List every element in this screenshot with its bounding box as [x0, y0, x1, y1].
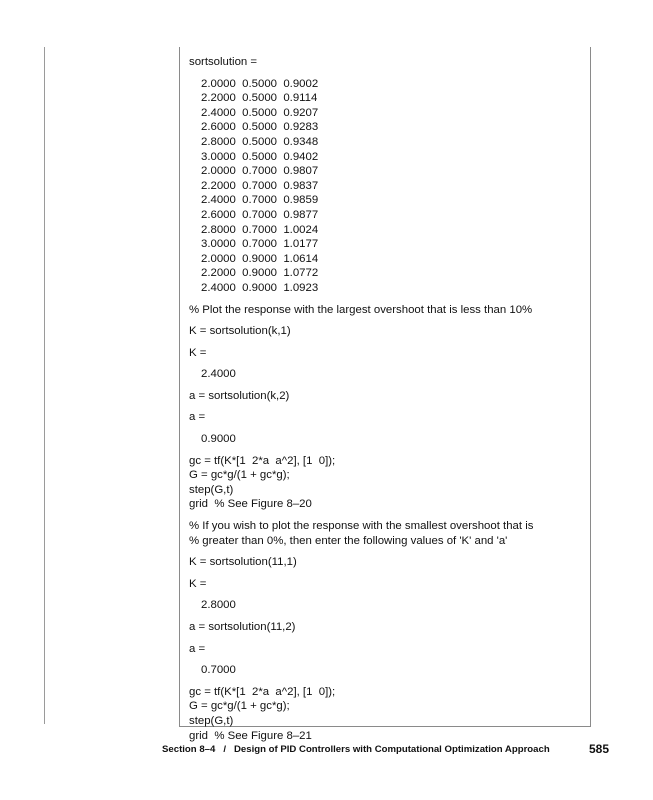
code-line: step(G,t)	[189, 714, 234, 727]
comment-line: % Plot the response with the largest overshoot that is less than 10%	[189, 303, 533, 316]
table-row: 2.0000 0.9000 1.0614	[201, 252, 319, 265]
comment-block	[189, 519, 590, 548]
a-echo-line: a =	[189, 411, 206, 424]
table-row: 2.2000 0.7000 0.9837	[201, 179, 319, 192]
code-line: gc = tf(K*[1 2*a a^2], [1 0]);	[189, 454, 336, 467]
k-echo-line: K =	[189, 577, 207, 590]
table-row: 2.2000 0.5000 0.9114	[201, 92, 318, 105]
comment-line: % greater than 0%, then enter the following values of 'K' and 'a'	[189, 534, 508, 547]
table-row: 3.0000 0.7000 1.0177	[201, 238, 319, 251]
comment-line: % If you wish to plot the response with the smallest overshoot that is	[189, 520, 534, 533]
a-echo-line: a =	[189, 642, 206, 655]
code-listing-box	[179, 47, 591, 742]
table-row: 2.0000 0.7000 0.9807	[201, 165, 319, 178]
code-block	[189, 454, 590, 512]
a-value: 0.9000	[201, 433, 236, 446]
k-assign-line: K = sortsolution(k,1)	[189, 325, 291, 338]
table-row: 2.6000 0.7000 0.9877	[201, 208, 319, 221]
page-number: 585	[589, 742, 610, 756]
sortsolution-header: sortsolution =	[189, 56, 258, 68]
code-line: G = gc*g/(1 + gc*g);	[189, 700, 290, 713]
table-row: 2.8000 0.5000 0.9348	[201, 135, 319, 148]
table-row: 2.2000 0.9000 1.0772	[201, 267, 319, 280]
k-value: 2.8000	[201, 599, 236, 612]
table-row: 3.0000 0.5000 0.9402	[201, 150, 319, 163]
a-assign-line: a = sortsolution(k,2)	[189, 389, 290, 402]
k-echo-line: K =	[189, 346, 207, 359]
code-line: G = gc*g/(1 + gc*g);	[189, 469, 290, 482]
running-footer: Section 8–4 / Design of PID Controllers with Computational Optimization Approach	[162, 744, 550, 755]
code-line: grid % See Figure 8–20	[189, 498, 312, 511]
k-value: 2.4000	[201, 368, 236, 381]
code-line: gc = tf(K*[1 2*a a^2], [1 0]);	[189, 685, 336, 698]
sortsolution-table	[189, 77, 590, 296]
a-value: 0.7000	[201, 664, 236, 677]
table-row: 2.8000 0.7000 1.0024	[201, 223, 319, 236]
table-row: 2.4000 0.7000 0.9859	[201, 194, 319, 207]
k-assign-line: K = sortsolution(11,1)	[189, 556, 297, 569]
code-line: step(G,t)	[189, 483, 234, 496]
margin-rule	[44, 47, 45, 724]
a-assign-line: a = sortsolution(11,2)	[189, 621, 296, 633]
code-block	[189, 685, 590, 743]
table-row: 2.6000 0.5000 0.9283	[201, 121, 319, 134]
table-row: 2.4000 0.9000 1.0923	[201, 281, 319, 294]
table-row: 2.4000 0.5000 0.9207	[201, 106, 319, 119]
code-line: grid % See Figure 8–21	[189, 729, 312, 742]
table-row: 2.0000 0.5000 0.9002	[201, 77, 319, 90]
